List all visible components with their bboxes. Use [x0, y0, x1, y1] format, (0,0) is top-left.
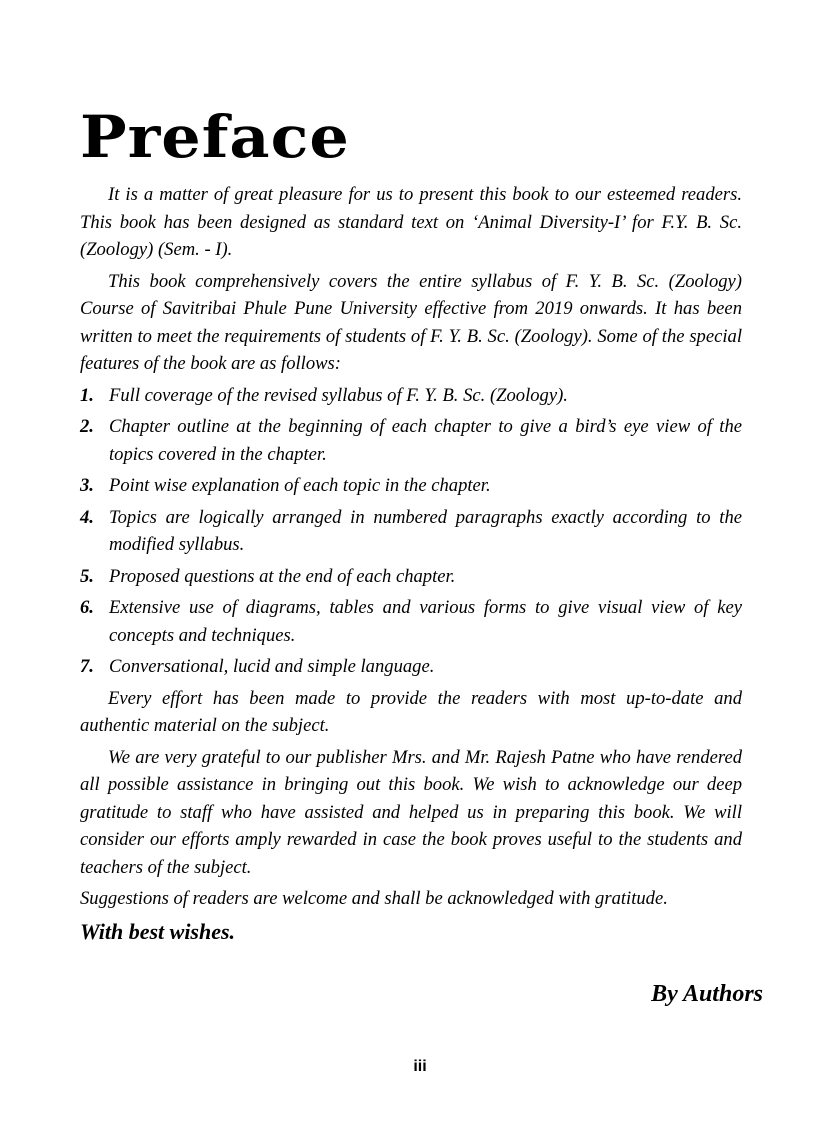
list-item [80, 382, 742, 410]
list-item-number: 4. [80, 506, 94, 528]
list-item-number: 1. [80, 384, 94, 406]
list-item [80, 472, 742, 500]
list-item-number: 3. [80, 475, 94, 496]
signature: By Authors [651, 981, 763, 1007]
page-number: iii [413, 1058, 427, 1075]
list-item-text: Conversational, lucid and simple language. [109, 656, 435, 677]
list-item-text: Topics are logically arranged in numbered paragraphs exactly according to the modified syllabus. [109, 506, 742, 555]
list-item-text: Full coverage of the revised syllabus of F. Y. B. Sc. (Zoology). [109, 384, 568, 406]
outro-paragraph-1: Every effort has been made to provide the readers with most up-to-date and authentic material on the subject. [80, 687, 742, 736]
closing-line: With best wishes. [80, 918, 236, 944]
list-item-number: 7. [80, 656, 94, 677]
list-item-number: 6. [80, 597, 94, 618]
intro-paragraph-2: This book comprehensively covers the entire syllabus of F. Y. B. Sc. (Zoology) Course of Savitribai Phule Pune University effective from 2019 onwards. It has been written to meet the requirements of students of F. Y. B. Sc. (Zoology). Some of the special features of the book are as follows: [80, 270, 742, 374]
page-title: Preface [80, 103, 350, 171]
list-item-number: 2. [80, 416, 94, 437]
list-item [80, 413, 742, 468]
list-item-text: Chapter outline at the beginning of each chapter to give a bird’s eye view of the topics covered in the chapter. [109, 416, 742, 465]
list-item-text: Point wise explanation of each topic in the chapter. [109, 475, 491, 496]
list-item-text: Extensive use of diagrams, tables and various forms to give visual view of key concepts and techniques. [109, 597, 742, 646]
outro-paragraph-2: We are very grateful to our publisher Mrs. and Mr. Rajesh Patne who have rendered all possible assistance in bringing out this book. We wish to acknowledge our deep gratitude to staff who have assisted and helped us in preparing this book. We will consider our efforts amply rewarded in case the book proves useful to the students and teachers of the subject. [80, 746, 742, 878]
list-item [80, 504, 742, 559]
list-item-number: 5. [80, 565, 94, 587]
list-item [80, 653, 742, 681]
list-item [80, 594, 742, 649]
list-item-text: Proposed questions at the end of each chapter. [109, 565, 456, 587]
preface-body [80, 181, 742, 947]
intro-paragraph-1: It is a matter of great pleasure for us to present this book to our esteemed readers. This book has been designed as standard text on ‘Animal Diversity-I’ for F.Y. B. Sc. (Zoology) (Sem. - I). [80, 184, 742, 260]
features-list [80, 382, 742, 681]
list-item [80, 563, 742, 591]
suggestions-paragraph: Suggestions of readers are welcome and shall be acknowledged with gratitude. [80, 888, 668, 909]
